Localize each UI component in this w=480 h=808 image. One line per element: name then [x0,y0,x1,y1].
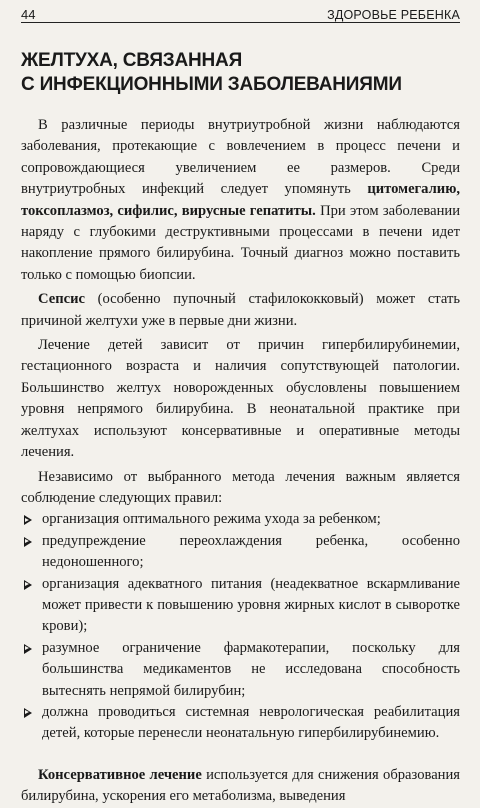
paragraph-text: При этом заболевании наряду с глубокими деструктивными процессами в печени идет накопление прямого билирубина. Точный диагноз можно поставить только с помощью биопсии. [21,202,461,283]
triangle-bullet-icon [24,537,32,547]
list-item: предупреждение переохлаждения ребенка, особенно недоношенного; [21,531,460,574]
bold-conservative-treatment: Консервативное лечение [38,766,202,783]
paragraph-treatment: Лечение детей зависит от причин гипербилирубинемии, гестационного возраста и наличия сопутствующей патологии. Большинство желтух новорожденных обусловлены повышением уровня непрямого билирубина. В неонатальной практике при желтухах используют консервативные и оперативные методы лечения. [21,337,460,461]
paragraph-intrauterine-infections [21,115,460,286]
paragraph-sepsis [21,289,460,332]
bold-infections: цитомегалию, токсоплазмоз, сифилис, вирусные гепатиты. [21,181,460,219]
triangle-bullet-icon [24,708,32,718]
section-title-line2: С ИНФЕКЦИОННЫМИ ЗАБОЛЕВАНИЯМИ [21,74,402,95]
page-number: 44 [21,7,36,22]
paragraph-conservative-treatment [21,765,460,808]
paragraph-text: используется для снижения образования билирубина, ускорения его метаболизма, выведения [21,766,461,805]
paragraph-text: (особенно пупочный стафилококковый) может стать причиной желтухи уже в первые дни жизни. [21,291,460,329]
section-title-line1: ЖЕЛТУХА, СВЯЗАННАЯ [21,50,243,71]
list-item: разумное ограничение фармакотерапии, поскольку для большинства медикаментов не исследована способность вытеснять непрямой билирубин; [21,638,460,702]
triangle-bullet-icon [24,580,32,590]
rules-list [21,509,460,744]
page-header [21,0,460,23]
list-item: организация адекватного питания (неадекватное вскармливание может привести к повышению уровня жирных кислот в сыворотке крови); [21,574,460,638]
paragraph-text: В различные периоды внутриутробной жизни наблюдаются заболевания, протекающие с вовлечением в процесс печени и сопровождающиеся увеличением ее размеров. Среди внутриутробных инфекций следует упомянуть [21,117,460,198]
paragraph-rules-intro: Независимо от выбранного метода лечения важным является соблюдение следующих правил: [21,468,460,506]
list-item: организация оптимального режима ухода за ребенком; [21,509,460,530]
triangle-bullet-icon [24,644,32,654]
section-title [21,49,460,97]
triangle-bullet-icon [24,515,32,525]
running-head: ЗДОРОВЬЕ РЕБЕНКА [327,8,460,22]
list-item: должна проводиться системная неврологическая реабилитация детей, которые перенесли неонатальную гипербилирубинемию. [21,702,460,745]
bold-sepsis: Сепсис [38,291,85,308]
